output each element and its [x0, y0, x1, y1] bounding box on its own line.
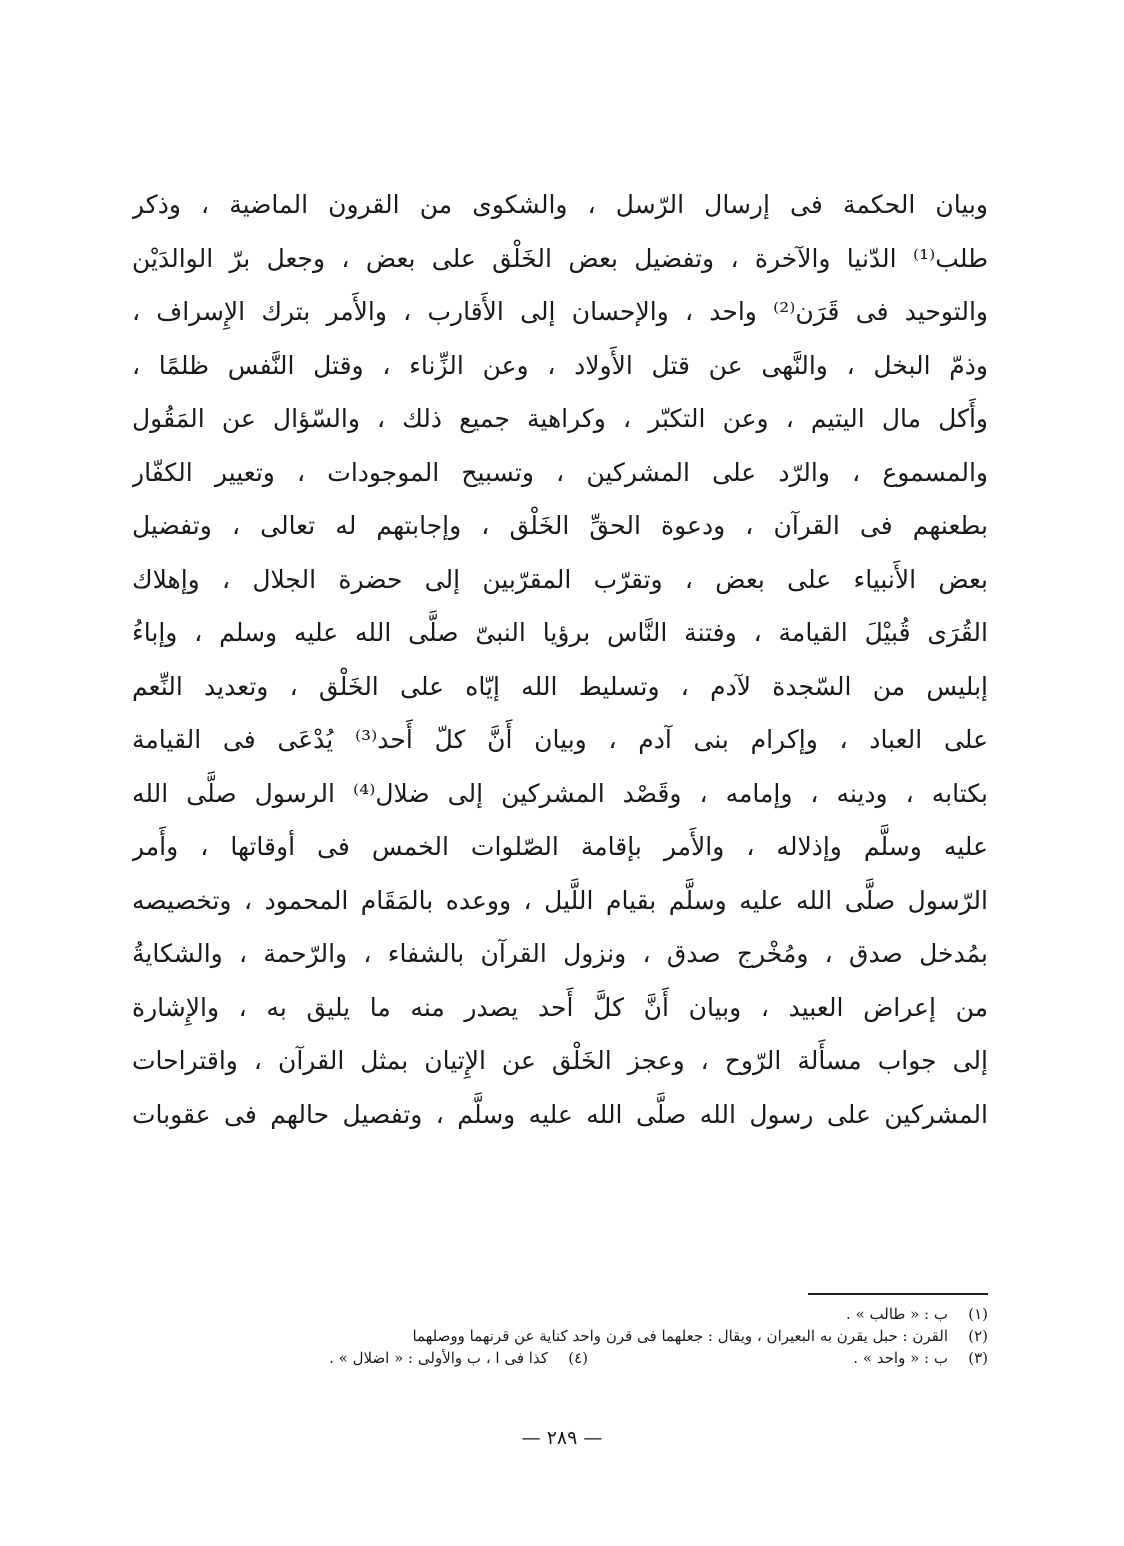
footnote-number: (٢): [968, 1327, 988, 1345]
text-line: بعض الأَنبياء على بعض ، وتقرّب المقرّبين إلى حضرة الجلال ، وإهلاك: [132, 564, 988, 594]
text-line: والمسموع ، والرّد على المشركين ، وتسبيح الموجودات ، وتعيير الكفّار: [132, 457, 988, 487]
text-line: والتوحيد فى قَرَن⁽²⁾ واحد ، والإحسان إلى الأَقارب ، والأَمر بترك الإِسراف ،: [132, 297, 988, 326]
text-line: على العباد ، وإكرام بنى آدم ، وبيان أَنَّ كلّ أَحد⁽³⁾ يُدْعَى فى القيامة: [132, 725, 988, 754]
footnote-2: [132, 1325, 988, 1347]
text-line: من إعراض العبيد ، وبيان أَنَّ كلَّ أَحد يصدر منه ما يليق به ، والإِشارة: [132, 992, 988, 1022]
footnote-text: ب : « واحد » .: [853, 1349, 948, 1367]
footnote-number: (١): [968, 1305, 988, 1323]
footnotes: [132, 1303, 988, 1369]
text-line: الرّسول صلَّى الله عليه وسلَّم بقيام اللَّيل ، ووعده بالمَقَام المحمود ، وتخصيصه: [132, 885, 988, 915]
page-number: — ٢٨٩ —: [521, 1427, 603, 1449]
text-line: بكتابه ، ودينه ، وإمامه ، وقَصْد المشركين إلى ضلال⁽⁴⁾ الرسول صلَّى الله: [132, 778, 988, 808]
text-line: إبليس من السّجدة لآدم ، وتسليط الله إيّاه على الخَلْق ، وتعديد النِّعم: [132, 671, 988, 701]
text-line: عليه وسلَّم وإذلاله ، والأَمر بإقامة الصّلوات الخمس فى أوقاتها ، وأَمر: [132, 832, 988, 861]
body-text: [132, 178, 988, 1141]
text-line: وذمّ البخل ، والنَّهى عن قتل الأَولاد ، وعن الزِّناء ، وقتل النَّفس ظلمًا ،: [132, 350, 988, 380]
footnote-number: (٣): [968, 1349, 988, 1367]
footnote-divider: [808, 1293, 988, 1295]
text-line: وأَكل مال اليتيم ، وعن التكبّر ، وكراهية جميع ذلك ، والسّؤال عن المَقُول: [132, 404, 988, 433]
text-line: بمُدخل صدق ، ومُخْرج صدق ، ونزول القرآن بالشفاء ، والرّحمة ، والشكايةُ: [132, 939, 988, 968]
footnote-number: (٤): [568, 1349, 588, 1367]
text-line: المشركين على رسول الله صلَّى الله عليه وسلَّم ، وتفصيل حالهم فى عقوبات: [132, 1099, 988, 1129]
text-line: وبيان الحكمة فى إرسال الرّسل ، والشكوى من القرون الماضية ، وذكر: [132, 190, 988, 219]
text-line: إلى جواب مسأَلة الرّوح ، وعجز الخَلْق عن الإِتيان بمثل القرآن ، واقتراحات: [132, 1046, 988, 1075]
footnote-text: ب : « طالب » .: [846, 1305, 948, 1323]
text-line: طلب⁽¹⁾ الدّنيا والآخرة ، وتفضيل بعض الخَلْق على بعض ، وجعل برّ الوالدَيْن: [132, 243, 988, 273]
footnote-text: كذا فى ا ، ب والأولى : « اضلال » .: [329, 1349, 548, 1367]
footnote-3-and-4: [132, 1347, 988, 1369]
text-line: القُرَى قُبيْلَ القيامة ، وفتنة النَّاس برؤيا النبىّ صلَّى الله عليه وسلم ، وإباءُ: [132, 618, 988, 647]
footnote-1: [132, 1303, 988, 1325]
text-line: بطعنهم فى القرآن ، ودعوة الحقِّ الخَلْق ، وإجابتهم له تعالى ، وتفضيل: [132, 511, 988, 540]
footnote-text: القرن : حبل يقرن به البعيران ، ويقال : جعلهما فى قرن واحد كناية عن قرنهما ووصلهما: [412, 1327, 948, 1345]
